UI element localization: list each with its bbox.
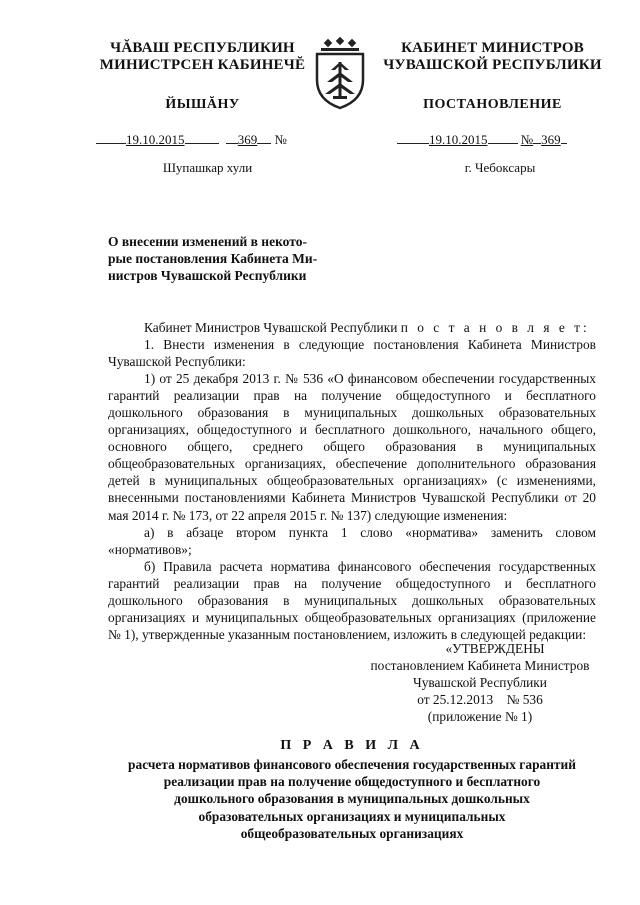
paragraph-3: а) в абзаце втором пункта 1 слово «норматива» заменить словом «нормативов»; — [108, 524, 596, 557]
rules-line5: общеобразовательных организациях — [240, 825, 464, 841]
approval-line4: от 25.12.2013 № 536 — [417, 692, 543, 707]
header-left-line1: ЧĂВАШ РЕСПУБЛИКИН — [110, 40, 295, 56]
paragraph-1: 1. Внести изменения в следующие постановления Кабинета Министров Чувашской Республики: — [108, 337, 596, 370]
right-no-sign: № — [520, 132, 534, 147]
header-left-line2: МИНИСТРСЕН КАБИНЕЧĔ — [99, 57, 306, 73]
rules-line4: образовательных организациях и муниципальных — [198, 808, 506, 824]
right-number: 369 — [541, 132, 561, 147]
subject-line3: нистров Чувашской Республики — [108, 268, 307, 283]
subject-block — [108, 233, 328, 284]
chuvash-emblem-icon — [311, 36, 369, 112]
approval-block — [360, 640, 600, 725]
approval-line1: «УТВЕРЖДЕНЫ — [445, 641, 545, 656]
subject-line2: рые постановления Кабинета Ми- — [108, 251, 318, 266]
header-right-line2: ЧУВАШСКОЙ РЕСПУБЛИКИ — [383, 57, 602, 73]
header-left-block — [90, 40, 315, 74]
right-date: 19.10.2015 — [429, 132, 488, 147]
rules-line2: реализации прав на получение общедоступного и бесплатного — [163, 774, 541, 790]
header-left-doctype: ЙЫШĂНУ — [165, 97, 240, 112]
intro-prefix: Кабинет Министров Чувашской Республики — [144, 320, 398, 335]
header-right-line1: КАБИНЕТ МИНИСТРОВ — [401, 40, 584, 56]
body-text — [108, 319, 596, 643]
approval-line2: постановлением Кабинета Министров — [370, 658, 590, 673]
header-right-block — [375, 40, 610, 74]
city-right: г. Чебоксары — [464, 160, 536, 175]
rules-title: П Р А В И Л А — [280, 738, 424, 753]
intro-paragraph — [108, 319, 596, 336]
number-line-left — [96, 132, 287, 148]
rules-line3: дошкольного образования в муниципальных дошкольных — [174, 791, 530, 807]
rules-line1: расчета нормативов финансового обеспечения государственных гарантий — [128, 757, 576, 772]
left-number: 369 — [237, 132, 258, 147]
city-left: Шупашкар хули — [162, 160, 253, 175]
intro-verb: п о с т а н о в л я е т: — [400, 320, 590, 335]
left-date: 19.10.2015 — [126, 132, 185, 147]
approval-line3: Чувашской Республики — [413, 675, 547, 690]
approval-line5: (приложение № 1) — [427, 709, 533, 724]
rules-subtitle — [108, 756, 596, 842]
paragraph-2: 1) от 25 декабря 2013 г. № 536 «О финансовом обеспечении государственных гарантий реализации прав на получение общедоступного и бесплатного дошкольного образования в муниципальных дошкольных образовательных организациях, общедоступного и бесплатного дошкольного, начального общего, основного общего, среднего общего образования в муниципальных общеобразовательных организациях, обеспечение дополнительного образования детей в муниципальных общеобразовательных организациях» (с изменениями, внесенными постановлениями Кабинета Министров Чувашской Республики от 20 мая 2014 г. № 173, от 22 апреля 2015 г. № 137) следующие изменения: — [108, 371, 596, 523]
number-line-right — [397, 132, 567, 148]
subject-line1: О внесении изменений в некото- — [108, 234, 307, 249]
paragraph-4: б) Правила расчета норматива финансового обеспечения государственных гарантий реализации прав на получение общедоступного и бесплатного дошкольного образования в муниципальных дошкольных образовательных организациях и муниципальных общеобразовательных организациях (приложение № 1), утвержденные указанным постановлением, изложить в следующей редакции: — [108, 558, 596, 642]
header-right-doctype: ПОСТАНОВЛЕНИЕ — [423, 97, 562, 112]
left-no-sign: № — [274, 132, 287, 147]
